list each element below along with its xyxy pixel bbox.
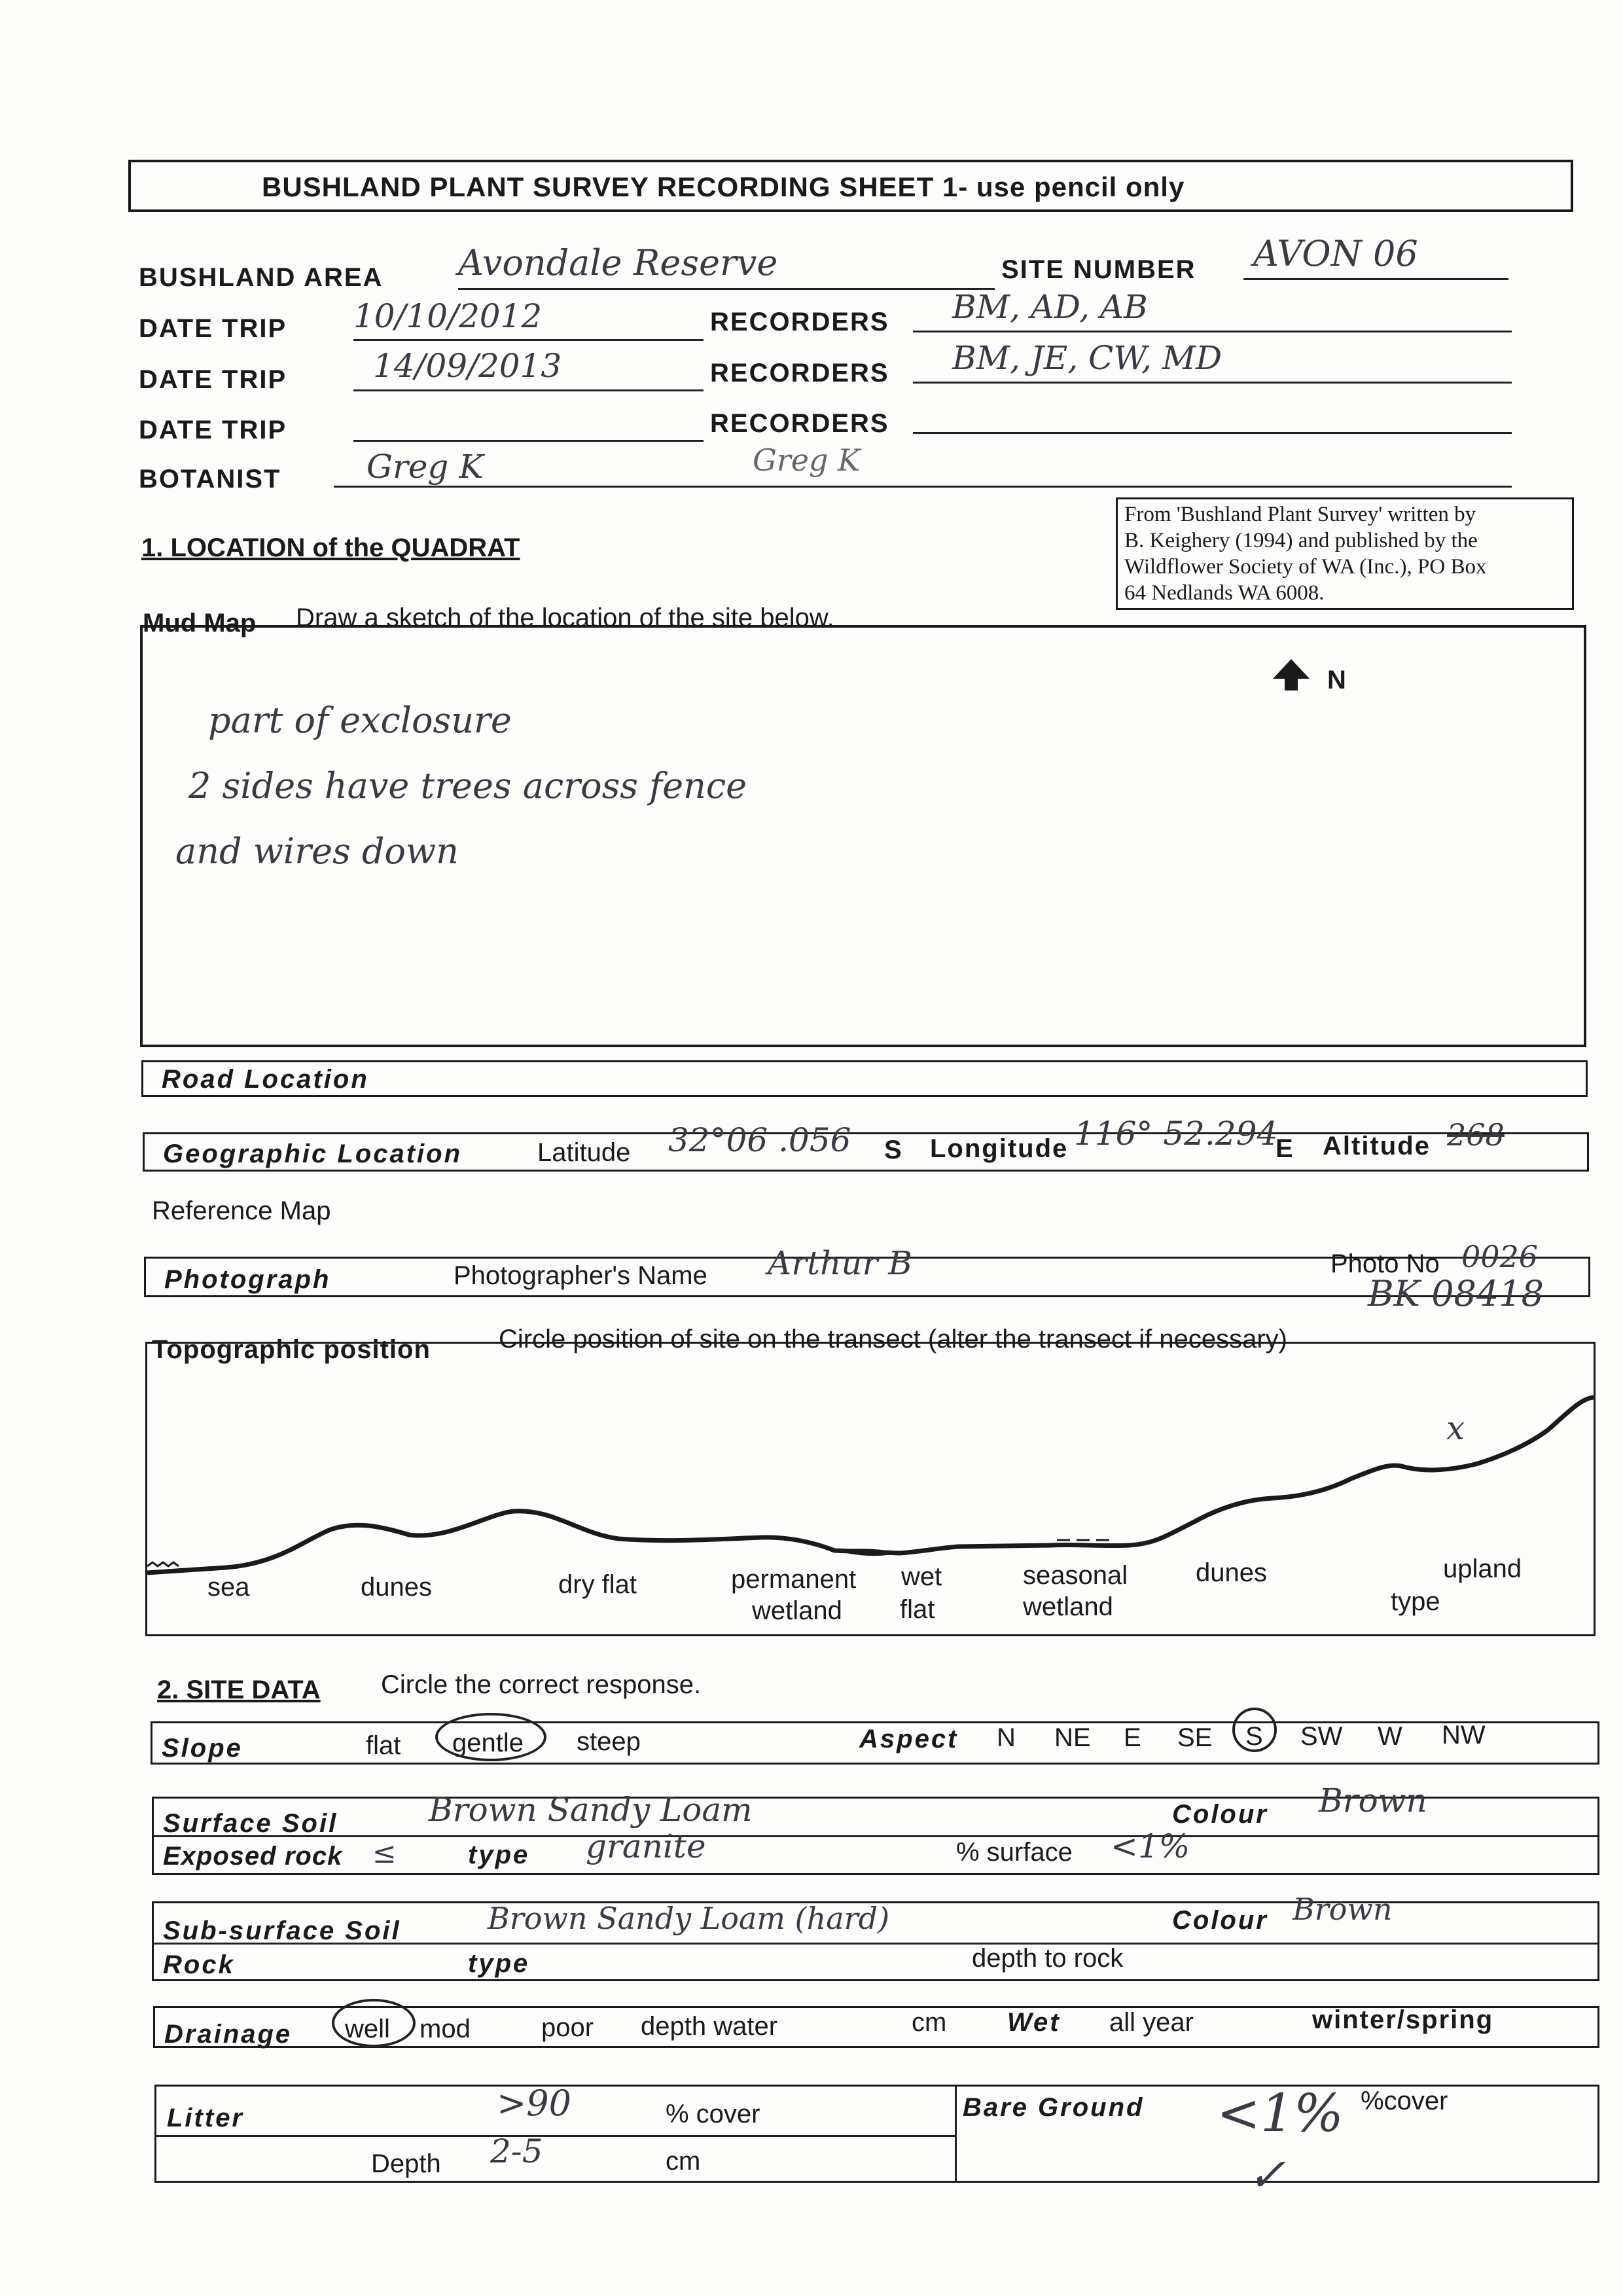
drainage-label: Drainage [164,2020,293,2049]
surface-colour-value[interactable]: Brown [1319,1782,1427,1820]
rock-type-label: type [468,1840,530,1869]
litter-bare-divider [955,2087,957,2181]
exposed-rock-label: Exposed rock [163,1842,343,1871]
surface-soil-value[interactable]: Brown Sandy Loam [429,1791,753,1829]
bare-ground-label: Bare Ground [963,2093,1145,2122]
recorders-1-label: RECORDERS [710,308,889,336]
bushland-area-value[interactable]: Avondale Reserve [458,242,778,283]
altitude-value[interactable]: 268 [1447,1117,1505,1153]
litter-depth-value[interactable]: 2-5 [490,2132,543,2170]
topo-dunes-2-label: dunes [1196,1558,1267,1587]
subsurface-colour-value[interactable]: Brown [1293,1892,1393,1927]
drainage-selected-circle [332,1999,416,2047]
rock-type-label-2: type [468,1949,530,1978]
pct-surface-label: % surface [956,1838,1073,1867]
bushland-area-label: BUSHLAND AREA [139,263,383,292]
trip1-recorders-line [913,331,1512,332]
aspect-selected-circle [1232,1708,1277,1752]
latitude-direction: S [884,1136,903,1164]
date-trip-1-label: DATE TRIP [139,314,287,343]
credit-line-1: From 'Bushland Plant Survey' written by [1124,503,1476,526]
recorders-3-label: RECORDERS [710,409,889,438]
all-year-label: all year [1109,2008,1194,2037]
site-data-instruction: Circle the correct response. [381,1670,702,1699]
recorders-2-label: RECORDERS [710,359,889,387]
mud-map-note-3: and wires down [175,831,459,872]
photo-extra-number[interactable]: BK 08418 [1368,1273,1544,1314]
slope-option-steep[interactable]: steep [577,1727,641,1756]
exposed-rock-mark[interactable]: ≤ [372,1837,397,1870]
litter-divider [156,2135,956,2137]
topo-wet-label: wet [901,1562,942,1591]
longitude-label: Longitude [930,1134,1069,1163]
slope-aspect-box[interactable] [151,1721,1599,1765]
bare-ground-value[interactable]: <1% [1217,2083,1344,2144]
pct-surface-value[interactable]: <1% [1111,1827,1190,1865]
latitude-value[interactable]: 32°06 .056 [668,1121,851,1159]
aspect-option-se[interactable]: SE [1177,1723,1213,1752]
credit-box [1116,497,1574,610]
litter-depth-label: Depth [371,2149,441,2178]
rock-type-value[interactable]: granite [586,1827,706,1865]
topo-type-label: type [1391,1587,1440,1616]
topo-seasonal-label: seasonal [1023,1561,1128,1590]
photo-no-value[interactable]: 0026 [1461,1239,1539,1274]
surface-soil-box[interactable] [152,1782,1599,1875]
litter-label: Litter [167,2104,244,2132]
site-data-heading: 2. SITE DATA [157,1676,321,1704]
longitude-direction: E [1275,1134,1294,1163]
slope-option-flat[interactable]: flat [366,1731,401,1760]
slope-label: Slope [162,1734,243,1763]
subsurface-soil-label: Sub-surface Soil [163,1916,401,1945]
litter-box[interactable] [154,2085,1599,2183]
botanist-value[interactable]: Greg K [366,448,484,486]
latitude-label: Latitude [537,1138,631,1167]
location-heading: 1. LOCATION of the QUADRAT [141,533,520,562]
mud-map-label: Mud Map [143,609,257,637]
mud-map-note-1: part of exclosure [208,700,512,741]
subsurface-colour-label: Colour [1172,1906,1268,1935]
site-number-line [1243,278,1508,280]
litter-cover-value[interactable]: >90 [497,2083,571,2124]
topo-wetland-1-label: wetland [752,1596,842,1625]
topo-transect-box[interactable] [145,1342,1596,1636]
site-number-value[interactable]: AVON 06 [1253,233,1418,274]
botanist-value-2[interactable]: Greg K [753,442,861,478]
topo-label: Topographic position [152,1335,431,1364]
aspect-option-ne[interactable]: NE [1054,1723,1091,1752]
slope-option-gentle[interactable]: gentle [452,1729,524,1757]
aspect-option-n[interactable]: N [997,1723,1016,1752]
mud-map-box[interactable] [140,625,1586,1047]
topo-site-mark: x [1446,1409,1465,1447]
topo-dry-flat-label: dry flat [558,1570,637,1599]
credit-line-4: 64 Nedlands WA 6008. [1124,581,1325,605]
photographer-name-label: Photographer's Name [454,1261,707,1290]
geographic-location-box[interactable] [143,1115,1589,1172]
site-number-label: SITE NUMBER [1001,255,1196,284]
mud-map-instruction: Draw a sketch of the location of the site below. [296,603,834,632]
aspect-option-sw[interactable]: SW [1300,1722,1343,1751]
winter-spring-label: winter/spring [1312,2005,1494,2034]
subsurface-soil-value[interactable]: Brown Sandy Loam (hard) [488,1901,890,1936]
trip3-date-line [353,440,704,442]
subsurface-soil-box[interactable] [152,1892,1599,1981]
check-mark: ✓ [1247,2148,1286,2202]
trip1-date-line [353,339,704,341]
depth-to-rock-label: depth to rock [972,1944,1124,1973]
litter-pct-cover-label: % cover [666,2100,760,2128]
trip3-recorders-line [913,432,1512,434]
wet-label: Wet [1007,2008,1061,2037]
aspect-option-nw[interactable]: NW [1442,1721,1486,1749]
trip2-date-line [353,389,704,391]
sheet-title: BUSHLAND PLANT SURVEY RECORDING SHEET 1- use pencil only [262,171,1185,202]
longitude-value[interactable]: 116° 52.294 [1074,1115,1278,1153]
surface-colour-label: Colour [1172,1800,1268,1829]
drainage-option-mod[interactable]: mod [419,2015,471,2043]
north-arrow-icon [1272,659,1311,692]
road-location-label: Road Location [162,1065,369,1094]
botanist-label: BOTANIST [139,465,281,493]
topo-dunes-1-label: dunes [361,1573,432,1602]
mud-map-note-2: 2 sides have trees across fence [188,765,747,806]
topo-flat-label: flat [900,1595,935,1624]
credit-line-2: B. Keighery (1994) and published by the [1124,529,1478,552]
drainage-option-poor[interactable]: poor [541,2013,594,2042]
surface-soil-label: Surface Soil [163,1809,338,1838]
photo-no-label: Photo No [1330,1249,1440,1278]
topo-instruction: Circle position of site on the transect (alter the transect if necessary) [499,1325,1287,1354]
north-label: N [1327,666,1347,694]
date-trip-2-label: DATE TRIP [139,365,287,394]
depth-water-label: depth water [641,2012,778,2041]
trip1-date-value[interactable]: 10/10/2012 [353,297,543,335]
topo-sea-label: sea [207,1573,250,1602]
trip2-recorders-line [913,382,1512,384]
bushland-area-line [458,288,995,290]
credit-line-3: Wildflower Society of WA (Inc.), PO Box [1124,555,1487,579]
surface-soil-divider [154,1835,1597,1837]
aspect-option-e[interactable]: E [1124,1723,1141,1752]
litter-depth-cm-label: cm [666,2147,701,2176]
aspect-option-w[interactable]: W [1378,1722,1402,1751]
slope-selected-circle [435,1713,546,1761]
drainage-option-well[interactable]: well [345,2015,390,2043]
title-box [128,160,1573,212]
photographer-name-value[interactable]: Arthur B [768,1244,913,1282]
date-trip-3-label: DATE TRIP [139,416,287,444]
altitude-label: Altitude [1323,1132,1431,1160]
aspect-option-s[interactable]: S [1245,1722,1263,1751]
depth-water-cm-label: cm [912,2008,947,2037]
aspect-label: Aspect [859,1725,959,1753]
drainage-box[interactable] [153,2006,1599,2048]
topo-permanent-label: permanent [731,1565,857,1594]
geographic-location-label: Geographic Location [163,1139,463,1168]
trip1-recorders-value[interactable]: BM, AD, AB [952,288,1148,326]
botanist-line [334,486,1512,488]
photograph-label: Photograph [164,1265,331,1294]
topo-upland-label: upland [1443,1554,1522,1583]
topo-wetland-2-label: wetland [1023,1592,1113,1621]
bare-ground-pct-cover-label: %cover [1361,2087,1448,2115]
trip2-recorders-value[interactable]: BM, JE, CW, MD [952,339,1222,377]
reference-map-label: Reference Map [152,1196,331,1225]
trip2-date-value[interactable]: 14/09/2013 [373,347,562,385]
road-location-box[interactable] [141,1060,1588,1097]
rock-label: Rock [163,1950,235,1979]
